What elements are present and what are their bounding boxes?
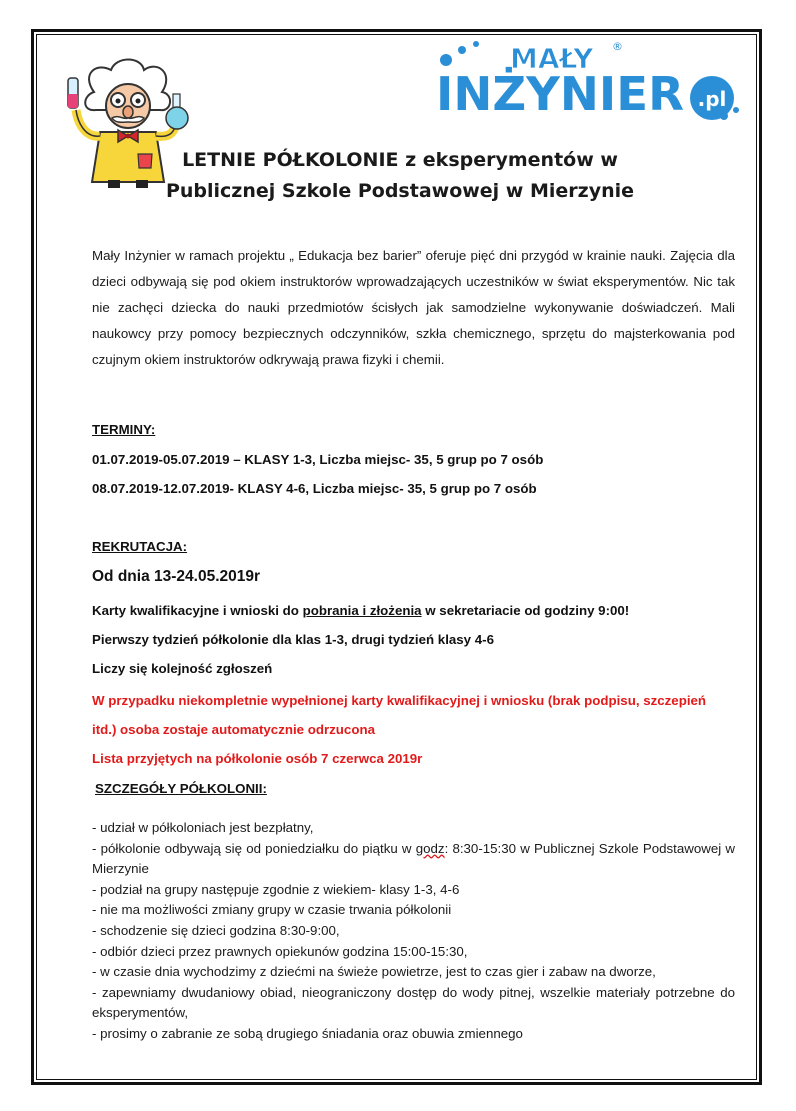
terminy-item-1: 01.07.2019-05.07.2019 – KLASY 1-3, Liczba miejsc- 35, 5 grup po 7 osób [92,452,544,467]
title-line-2: Publicznej Szkole Podstawowej w Mierzynie [165,180,635,202]
szczegoly-item-5: - schodzenie się dzieci godzina 8:30-9:00, [92,922,340,938]
szczegoly-item-7: - w czasie dnia wychodzimy z dziećmi na świeże powietrze, jest to czas gier i zabaw na dworze, [92,964,656,980]
warning-line-2: itd.) osoba zostaje automatycznie odrzucona [92,722,375,737]
szczegoly-item-2 [92,839,735,880]
tydzien-line: Pierwszy tydzień półkolonie dla klas 1-3, drugi tydzień klasy 4-6 [92,632,494,647]
logo-registered-mark: ® [612,40,623,53]
szczegoly-item-9: - prosimy o zabranie ze sobą drugiego śniadania oraz obuwia zmiennego [92,1025,523,1041]
logo-suffix-text: .pl [697,87,727,111]
karty-underlined-text: pobrania i złożenia [302,603,422,618]
logo-main-text: INŻYNIER [436,67,684,121]
karty-line [92,603,629,618]
szczegoly-item-3: - podział na grupy następuje zgodnie z wiekiem- klasy 1-3, 4-6 [92,881,460,897]
szczegoly-item-8: - zapewniamy dwudaniowy obiad, nieograniczony dostęp do wody pitnej, wszelkie materiały potrzebne do eksperymentów, [92,984,735,1021]
szczegoly-item-1: - udział w półkoloniach jest bezpłatny, [92,820,314,835]
lista-line: Lista przyjętych na półkolonie osób 7 czerwca 2019r [92,751,423,766]
szczegoly-item-6: - odbiór dzieci przez prawnych opiekunów godzina 15:00-15:30, [92,943,468,959]
szczegoly-item-2-pre: - półkolonie odbywają się od poniedziałku do piątku w [92,840,416,856]
rekrutacja-dates: Od dnia 13-24.05.2019r [92,568,261,585]
page-title [100,145,700,207]
szczegoly-item-4: - nie ma możliwości zmiany grupy w czasie trwania półkolonii [92,902,452,918]
logo-top-text: MAŁY [510,42,594,75]
szczegoly-item-2-post: : 8:30-15:30 w Publicznej Szkole Podstawowej w Mierzynie [92,840,736,877]
warning-line-1: W przypadku niekompletnie wypełnionej karty kwalifikacyjnej i wniosku (brak podpisu, szczepień [92,693,707,708]
terminy-item-2: 08.07.2019-12.07.2019- KLASY 4-6, Liczba miejsc- 35, 5 grup po 7 osób [92,481,537,496]
szczegoly-list [92,818,735,1045]
terminy-heading: TERMINY: [92,422,156,437]
szczegoly-heading: SZCZEGÓŁY PÓŁKOLONII: [95,781,267,796]
rekrutacja-heading: REKRUTACJA: [92,539,188,554]
szczegoly-item-2-godz: godz [415,840,445,856]
kolejnosc-line: Liczy się kolejność zgłoszeń [92,661,273,676]
maly-inzynier-logo [432,36,748,126]
karty-text-pre: Karty kwalifikacyjne i wnioski do [92,603,303,618]
intro-paragraph: Mały Inżynier w ramach projektu „ Edukacja bez barier” oferuje pięć dni przygód w krainie nauki. Zajęcia dla dzieci odbywają się pod okiem instruktorów wprowadzających uczestników w świat eksperymentów. Nic tak nie zachęci dziecka do nauki przedmiotów ścisłych jak samodzielne wykonywanie doświadczeń. Mali naukowcy przy pomocy bezpiecznych odczynników, szkła chemicznego, sprzętu do majsterkowania pod czujnym okiem instruktorów odkrywają prawa fizyki i chemii. [92,248,735,367]
karty-text-post: w sekretariacie od godziny 9:00! [421,603,630,618]
title-line-1: LETNIE PÓŁKOLONIE z eksperymentów w [182,149,618,171]
